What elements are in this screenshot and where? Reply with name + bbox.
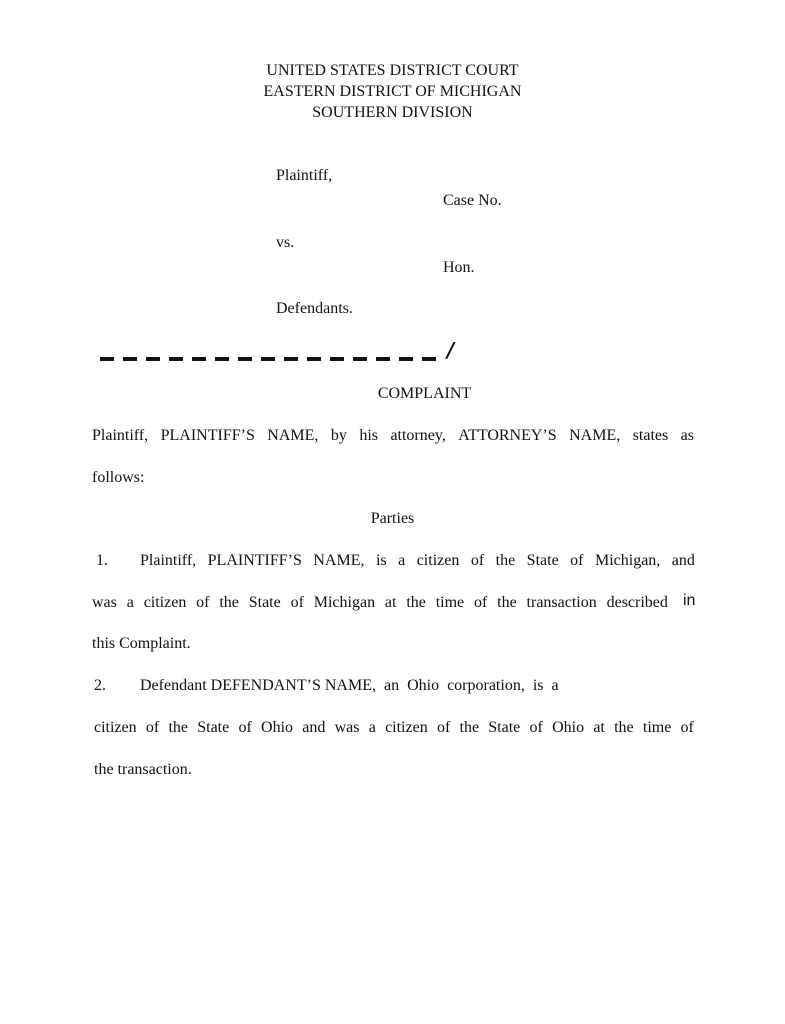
word: transaction <box>526 594 597 611</box>
word: and <box>671 552 695 569</box>
paragraph-1-line-2-end <box>683 591 695 611</box>
word: PLAINTIFF’S <box>160 427 255 444</box>
word: attorney, <box>390 427 446 444</box>
paragraph-1-number: 1. <box>96 552 108 569</box>
word: of <box>570 552 584 569</box>
word: of <box>436 719 451 736</box>
versus-label: vs. <box>276 234 295 251</box>
word: State <box>526 552 559 569</box>
word: Ohio <box>261 719 294 736</box>
word: a <box>126 594 134 611</box>
paragraph-1-last-word: in <box>683 592 696 609</box>
paragraph-2-line-2 <box>94 718 694 738</box>
plaintiff-label: Plaintiff, <box>276 167 333 184</box>
caption-slash-mark: / <box>447 338 455 362</box>
word: citizen <box>416 552 460 569</box>
word: State <box>248 594 281 611</box>
word: the <box>495 552 516 569</box>
word: of <box>290 594 304 611</box>
case-number-label: Case No. <box>443 192 502 209</box>
word: the <box>219 594 239 611</box>
word: State <box>488 719 521 736</box>
word: the <box>406 594 426 611</box>
paragraph-1-line-1 <box>140 551 695 571</box>
word: the <box>497 594 517 611</box>
paragraph-2-number: 2. <box>94 677 106 694</box>
court-name-line: UNITED STATES DISTRICT COURT <box>266 62 519 79</box>
word: his <box>359 427 378 444</box>
paragraph-1-line-3: this Complaint. <box>92 635 191 652</box>
word: the <box>459 719 480 736</box>
district-line: EASTERN DISTRICT OF MICHIGAN <box>263 83 522 100</box>
word: citizen <box>143 594 187 611</box>
word: citizen <box>94 719 137 736</box>
intro-line-2: follows: <box>92 469 145 486</box>
division-line: SOUTHERN DIVISION <box>312 104 473 121</box>
word: Michigan <box>313 594 376 611</box>
word: of <box>473 594 488 611</box>
word: is <box>375 552 387 569</box>
word: a <box>368 719 376 736</box>
word: ATTORNEY’S <box>458 427 557 444</box>
parties-heading: Parties <box>370 510 415 527</box>
paragraph-1-line-2 <box>92 593 668 613</box>
word: PLAINTIFF’S <box>207 552 302 569</box>
paragraph-2-line-3: the transaction. <box>94 761 192 778</box>
word: states <box>632 427 669 444</box>
word: Plaintiff, <box>92 427 149 444</box>
word: at <box>384 594 397 611</box>
word: a <box>398 552 406 569</box>
word: of <box>470 552 485 569</box>
word: NAME, <box>313 552 365 569</box>
word: of <box>196 594 210 611</box>
word: and <box>302 719 326 736</box>
word: of <box>238 719 252 736</box>
word: the <box>168 719 188 736</box>
word: of <box>529 719 543 736</box>
word: Michigan, <box>594 552 661 569</box>
word: time <box>642 719 672 736</box>
word: by <box>330 427 347 444</box>
word: described <box>606 594 668 611</box>
intro-line-1 <box>92 426 694 446</box>
judge-label: Hon. <box>443 259 475 276</box>
word: at <box>593 719 605 736</box>
word: as <box>680 427 694 444</box>
word: Ohio <box>552 719 585 736</box>
paragraph-2-line-1: Defendant DEFENDANT’S NAME, an Ohio corporation, is a <box>140 677 559 694</box>
word: was <box>334 719 360 736</box>
word: citizen <box>385 719 428 736</box>
word: Plaintiff, <box>140 552 197 569</box>
word: NAME, <box>267 427 319 444</box>
word: the <box>614 719 634 736</box>
defendants-label: Defendants. <box>276 300 353 317</box>
word: time <box>435 594 465 611</box>
complaint-title: COMPLAINT <box>377 385 472 402</box>
word: of <box>680 719 694 736</box>
word: was <box>92 594 117 611</box>
word: State <box>197 719 230 736</box>
word: NAME, <box>569 427 621 444</box>
caption-divider-rule <box>100 357 438 361</box>
word: of <box>145 719 160 736</box>
